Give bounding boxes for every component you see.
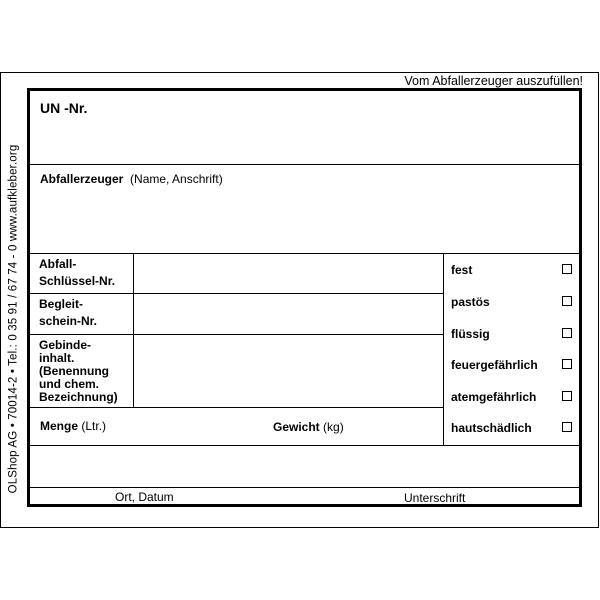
ort-datum-label: Ort, Datum <box>115 490 174 504</box>
divider-label-column <box>133 253 134 408</box>
menge-unit: (Ltr.) <box>81 419 107 433</box>
abfallerzeuger-label <box>40 173 223 186</box>
checkbox-atemgefaehrlich[interactable] <box>562 391 572 401</box>
gebindeinhalt-label-line: und chem. <box>39 377 100 391</box>
hazard-label-pastoes: pastös <box>451 295 490 309</box>
divider-schluessel <box>30 293 443 294</box>
side-imprint-text: OLShop AG • 70014-2 • Tel.: 0 35 91 / 67 74 - 0 www.aufkleber.org <box>7 144 19 494</box>
hazard-label-atemgefaehrlich: atemgefährlich <box>451 390 537 404</box>
gebindeinhalt-label <box>39 339 118 404</box>
begleitschein-label <box>39 298 97 328</box>
checkbox-hautschaedlich[interactable] <box>562 422 572 432</box>
schluessel-label-line: Schlüssel-Nr. <box>39 274 116 288</box>
gewicht-title: Gewicht <box>273 420 320 434</box>
begleitschein-label-line: schein-Nr. <box>39 314 98 328</box>
divider-menge <box>30 445 579 446</box>
checkbox-fest[interactable] <box>562 264 572 274</box>
checkbox-fluessig[interactable] <box>562 328 572 338</box>
gebindeinhalt-label-line: Bezeichnung) <box>39 390 118 404</box>
side-imprint <box>3 124 23 514</box>
divider-gebinde <box>30 407 443 408</box>
un-nr-label: UN -Nr. <box>40 100 88 116</box>
hazard-label-hautschaedlich: hautschädlich <box>451 421 532 435</box>
gewicht-unit: (kg) <box>323 420 344 434</box>
abfallerzeuger-title: Abfallerzeuger <box>40 172 124 186</box>
hazard-label-fest: fest <box>451 263 473 277</box>
gebindeinhalt-label-line: (Benennung <box>39 364 109 378</box>
divider-erzeuger <box>30 253 579 254</box>
divider-un <box>30 164 579 165</box>
schluessel-label-line: Abfall- <box>39 257 77 271</box>
divider-signature <box>30 487 579 488</box>
divider-begleit <box>30 334 443 335</box>
unterschrift-label: Unterschrift <box>404 491 466 505</box>
abfallerzeuger-hint: (Name, Anschrift) <box>130 172 223 186</box>
checkbox-feuergefaehrlich[interactable] <box>562 359 572 369</box>
hazard-label-feuergefaehrlich: feuergefährlich <box>451 358 538 372</box>
hazard-label-fluessig: flüssig <box>451 327 490 341</box>
header-note: Vom Abfallerzeuger auszufüllen! <box>404 74 583 88</box>
divider-hazard-column <box>443 253 444 446</box>
schluessel-label <box>39 258 115 288</box>
gewicht-label <box>273 421 344 434</box>
menge-title: Menge <box>40 419 79 433</box>
checkbox-pastoes[interactable] <box>562 296 572 306</box>
gebindeinhalt-label-line: Gebinde- <box>39 338 92 352</box>
gebindeinhalt-label-line: inhalt. <box>39 351 75 365</box>
menge-label <box>40 420 106 433</box>
begleitschein-label-line: Begleit- <box>39 297 84 311</box>
